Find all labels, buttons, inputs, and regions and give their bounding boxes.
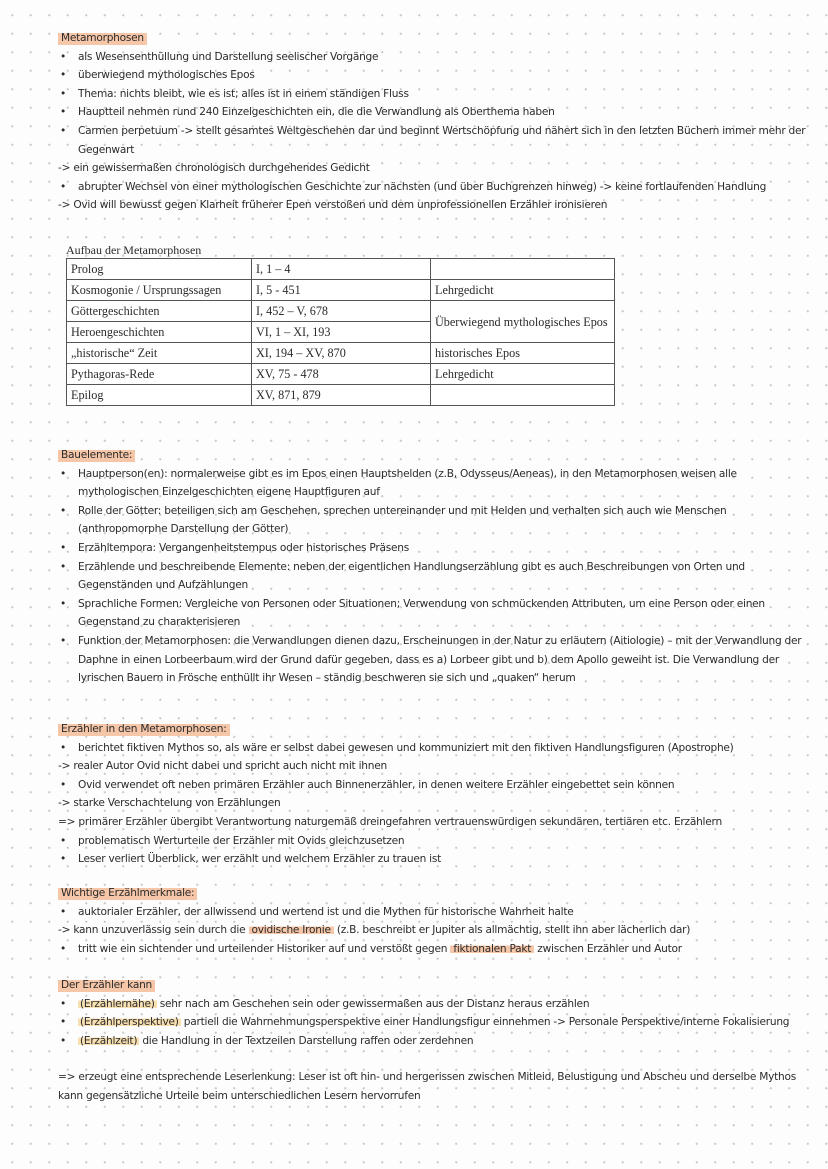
section-erzaehler xyxy=(58,720,818,869)
text: -> kann unzuverlässig sein durch die xyxy=(58,924,249,937)
metamorphosen-list xyxy=(58,48,818,215)
list-item: -> starke Verschachtelung von Erzählungen xyxy=(58,797,281,810)
list-item xyxy=(58,1032,818,1051)
list-item: • Hauptperson(en): normalerweise gibt es im Epos einen Hauptshelden (z.B, Odysseus/Aeneas), in den Metamorphosen weisen alle mythologischen Einzelgeschichten eigene Hauptfiguren auf xyxy=(58,465,818,502)
list-item: • Rolle der Götter: beteiligen sich am Geschehen, sprechen untereinander und mit Helden und verhalten sich auch wie Menschen (anthropomorphe Darstellung der Götter) xyxy=(58,502,818,539)
list-item: • Erzähltempora: Vergangenheitstempus oder historisches Präsens xyxy=(58,539,818,558)
list-item: • Carmen perpetuum -> stellt gesamtes Weltgeschehen dar und beginnt Wertschöpfung und nähert sich in den letzten Büchern immer mehr der Gegenwart xyxy=(58,122,818,159)
list-item xyxy=(58,1013,818,1032)
table-cell: Überwiegend mythologisches Epos xyxy=(431,301,615,343)
highlight-erzaehlperspektive: (Erzählperspektive) xyxy=(80,1016,179,1029)
list-item: • Thema: nichts bleibt, wie es ist; alles ist in einem ständigen Fluss xyxy=(58,85,818,104)
table-row xyxy=(67,364,615,385)
erzaehler-list xyxy=(58,739,818,869)
table-cell: XV, 75 - 478 xyxy=(252,364,431,385)
table-cell: I, 1 – 4 xyxy=(252,259,431,280)
list-item xyxy=(58,921,818,940)
section-bauelemente xyxy=(58,446,818,688)
bauelemente-list xyxy=(58,465,818,688)
table-cell xyxy=(431,259,615,280)
table-cell xyxy=(431,385,615,406)
section-erzaehler-kann xyxy=(58,976,818,1106)
table-caption: Aufbau der Metamorphosen xyxy=(66,243,202,257)
conclusion-text: => erzeugt eine entsprechende Leserlenkung: Leser ist oft hin- und hergerissen zwischen Mitleid, Belustigung und Abscheu und derselbe Mythos kann gegensätzliche Urteile beim unterschiedlichen Lesern hervorrufen xyxy=(58,1071,796,1102)
erzaehler-kann-list xyxy=(58,995,818,1051)
table-cell: „historische“ Zeit xyxy=(67,343,252,364)
heading-erzaehler: Erzähler in den Metamorphosen: xyxy=(58,720,230,739)
list-item xyxy=(58,995,818,1014)
list-item: • problematisch Werturteile der Erzähler mit Ovids gleichzusetzen xyxy=(58,832,818,851)
table-cell: Pythagoras-Rede xyxy=(67,364,252,385)
structure-table-block xyxy=(66,242,618,406)
list-item: • Ovid verwendet oft neben primären Erzähler auch Binnenerzähler, in denen weitere Erzähler eingebettet sein können xyxy=(58,776,818,795)
erzaehlmerkmale-list xyxy=(58,903,818,959)
text: sehr nach am Geschehen sein oder gewissermaßen aus der Distanz heraus erzählen xyxy=(156,997,590,1010)
list-item: => primärer Erzähler übergibt Verantwortung naturgemäß dreingefahren vertrauenswürdigen sekundären, tertiären etc. Erzählern xyxy=(58,815,722,828)
list-item: • berichtet fiktiven Mythos so, als wäre er selbst dabei gewesen und kommuniziert mit den fiktiven Handlungsfiguren (Apostrophe) xyxy=(58,739,818,758)
table-cell: XV, 871, 879 xyxy=(252,385,431,406)
table-cell: Lehrgedicht xyxy=(431,280,615,301)
table-cell: Göttergeschichten xyxy=(67,301,252,322)
list-item xyxy=(58,940,818,959)
table-row xyxy=(67,280,615,301)
highlight-erzaehlzeit: (Erzählzeit) xyxy=(80,1034,138,1047)
heading-bauelemente: Bauelemente: xyxy=(58,446,135,465)
highlight-ovidische-ironie: ovidische Ironie xyxy=(249,924,334,936)
text: zwischen Erzähler und Autor xyxy=(534,942,682,955)
table-cell: I, 452 – V, 678 xyxy=(252,301,431,322)
list-item: • auktorialer Erzähler, der allwissend und wertend ist und die Mythen für historische Wahrheit halte xyxy=(58,903,818,922)
table-cell: Epilog xyxy=(67,385,252,406)
section-erzaehlmerkmale xyxy=(58,884,818,958)
list-item: • als Wesensenthüllung und Darstellung seelischer Vorgänge xyxy=(58,48,818,67)
table-cell: Kosmogonie / Ursprungssagen xyxy=(67,280,252,301)
structure-table xyxy=(66,258,615,406)
section-metamorphosen xyxy=(58,29,818,215)
table-row xyxy=(67,301,615,322)
heading-metamorphosen: Metamorphosen xyxy=(58,29,147,48)
list-item: -> Ovid will bewusst gegen Klarheit früherer Epen verstoßen und dem unprofessionellen Erzähler ironisieren xyxy=(58,199,608,212)
list-item: • Sprachliche Formen: Vergleiche von Personen oder Situationen; Verwendung von schmückenden Attributen, um eine Person oder einen Gegenstand zu charakterisieren xyxy=(58,595,818,632)
highlight-erzaehlernaehe: (Erzählernähe) xyxy=(80,997,155,1010)
list-item: • überwiegend mythologisches Epos xyxy=(58,66,818,85)
text: tritt wie ein sichtender und urteilender Historiker auf und verstößt gegen xyxy=(78,942,451,955)
heading-erzaehlmerkmale: Wichtige Erzählmerkmale: xyxy=(58,884,197,903)
table-cell: VI, 1 – XI, 193 xyxy=(252,322,431,343)
table-cell: Heroengeschichten xyxy=(67,322,252,343)
text: die Handlung in der Textzeilen Darstellung raffen oder zerdehnen xyxy=(139,1034,474,1047)
text: partiell die Wahrnehmungsperspektive einer Handlungsfigur einnehmen -> Personale Perspektive/interne Fokalisierung xyxy=(180,1016,790,1029)
table-cell: I, 5 - 451 xyxy=(252,280,431,301)
list-item: • Funktion der Metamorphosen: die Verwandlungen dienen dazu, Erscheinungen in der Natur zu erläutern (Aitiologie) – mit der Verwandlung der Daphne in einen Lorbeerbaum wird der Grund dafür gegeben, dass es a) Lorbeer gibt und b) dem Apollo geweiht ist. Die Verwandlung der lyrischen Bauern in Frösche enthüllt ihr Wesen – ständig beschweren sie sich und „quaken“ herum xyxy=(58,632,818,688)
table-cell: historisches Epos xyxy=(431,343,615,364)
heading-erzaehler-kann: Der Erzähler kann xyxy=(58,976,155,995)
table-row xyxy=(67,385,615,406)
list-item: • abrupter Wechsel von einer mythologischen Geschichte zur nächsten (und über Buchgrenzen hinweg) -> keine fortlaufenden Handlung xyxy=(58,178,818,197)
table-cell: Prolog xyxy=(67,259,252,280)
table-cell: XI, 194 – XV, 870 xyxy=(252,343,431,364)
list-item: • Leser verliert Überblick, wer erzählt und welchem Erzähler zu trauen ist xyxy=(58,850,818,869)
table-row xyxy=(67,343,615,364)
list-item: • Erzählende und beschreibende Elemente: neben der eigentlichen Handlungserzählung gibt es auch Beschreibungen von Orten und Gegenständen und Aufzählungen xyxy=(58,558,818,595)
list-item: -> realer Autor Ovid nicht dabei und spricht auch nicht mit ihnen xyxy=(58,760,387,773)
table-cell: Lehrgedicht xyxy=(431,364,615,385)
list-item: -> ein gewissermaßen chronologisch durchgehendes Gedicht xyxy=(58,162,370,175)
table-row xyxy=(67,259,615,280)
text: (z.B. beschreibt er Jupiter als allmächtig, stellt ihn aber lächerlich dar) xyxy=(333,924,691,937)
list-item: • Hauptteil nehmen rund 240 Einzelgeschichten ein, die die Verwandlung als Oberthema haben xyxy=(58,103,818,122)
highlight-fiktionaler-pakt: fiktionalen Pakt xyxy=(450,943,534,955)
